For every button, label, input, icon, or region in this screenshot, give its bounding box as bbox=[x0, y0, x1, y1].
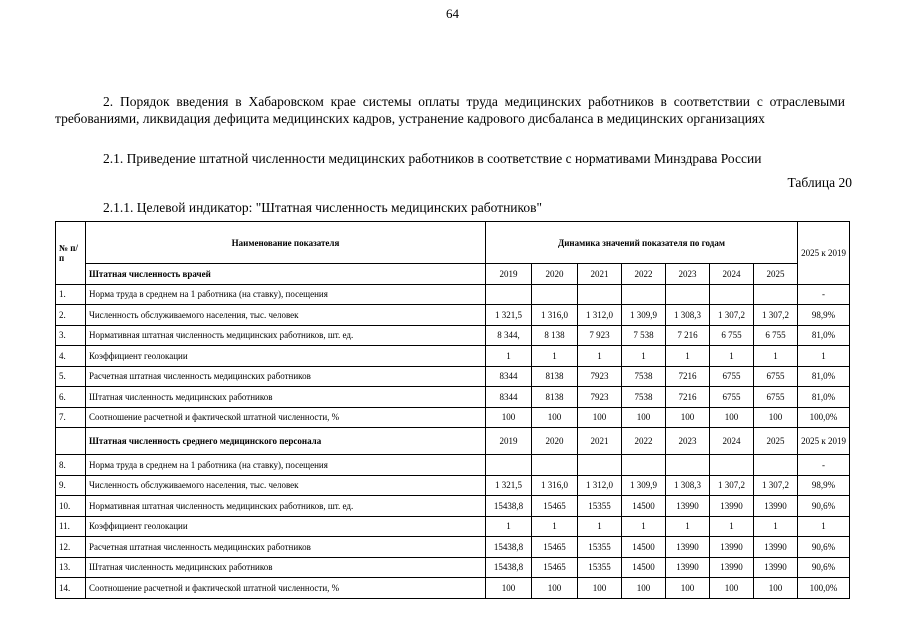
value-cell: 14500 bbox=[622, 557, 666, 578]
row-number: 9. bbox=[56, 475, 86, 496]
value-cell: 100 bbox=[666, 578, 710, 599]
value-cell: 13990 bbox=[710, 557, 754, 578]
year-header: 2024 bbox=[710, 264, 754, 285]
year-header: 2022 bbox=[622, 428, 666, 455]
row-name: Соотношение расчетной и фактической штатной численности, % bbox=[86, 578, 486, 599]
value-cell: 1 bbox=[532, 346, 578, 367]
value-cell: 14500 bbox=[622, 537, 666, 558]
section-title: Штатная численность среднего медицинского персонала bbox=[86, 428, 486, 455]
value-cell: 1 bbox=[666, 516, 710, 537]
value-cell: 7538 bbox=[622, 387, 666, 408]
value-cell: 7216 bbox=[666, 387, 710, 408]
table-row bbox=[56, 366, 850, 387]
value-cell: 6 755 bbox=[710, 325, 754, 346]
year-header: 2019 bbox=[486, 264, 532, 285]
value-cell: 13990 bbox=[710, 496, 754, 517]
value-cell: 1 307,2 bbox=[754, 305, 798, 326]
row-number: 8. bbox=[56, 455, 86, 476]
year-header: 2022 bbox=[622, 264, 666, 285]
subsection-heading: 2.1. Приведение штатной численности медицинских работников в соответствие с нормативами Минздрава России bbox=[103, 151, 762, 166]
year-header: 2019 bbox=[486, 428, 532, 455]
value-cell: 13990 bbox=[754, 557, 798, 578]
section2-body bbox=[56, 455, 850, 599]
value-cell: 8138 bbox=[532, 387, 578, 408]
table-row bbox=[56, 557, 850, 578]
row-number: 4. bbox=[56, 346, 86, 367]
ratio-cell: 100,0% bbox=[798, 578, 850, 599]
section-header-row bbox=[56, 264, 850, 285]
value-cell: 15355 bbox=[578, 496, 622, 517]
value-cell: 13990 bbox=[666, 496, 710, 517]
value-cell: 1 316,0 bbox=[532, 475, 578, 496]
value-cell: 100 bbox=[754, 407, 798, 428]
table-row bbox=[56, 578, 850, 599]
value-cell: 7 216 bbox=[666, 325, 710, 346]
value-cell: 1 bbox=[754, 516, 798, 537]
value-cell: 15465 bbox=[532, 557, 578, 578]
ratio-cell: 1 bbox=[798, 516, 850, 537]
value-cell: 14500 bbox=[622, 496, 666, 517]
value-cell: 1 bbox=[622, 346, 666, 367]
value-cell: 1 316,0 bbox=[532, 305, 578, 326]
column-header-number: № п/п bbox=[56, 222, 86, 285]
staffing-table bbox=[55, 221, 850, 599]
value-cell: 15465 bbox=[532, 496, 578, 517]
column-header-ratio: 2025 к 2019 bbox=[798, 222, 850, 285]
value-cell: 7216 bbox=[666, 366, 710, 387]
value-cell: 100 bbox=[710, 578, 754, 599]
row-name: Штатная численность медицинских работников bbox=[86, 557, 486, 578]
row-name: Норма труда в среднем на 1 работника (на ставку), посещения bbox=[86, 284, 486, 305]
year-header: 2021 bbox=[578, 428, 622, 455]
row-number: 2. bbox=[56, 305, 86, 326]
value-cell: 15355 bbox=[578, 557, 622, 578]
row-name: Численность обслуживаемого населения, тыс. человек bbox=[86, 475, 486, 496]
section-header-row bbox=[56, 428, 850, 455]
row-number: 1. bbox=[56, 284, 86, 305]
value-cell: 6 755 bbox=[754, 325, 798, 346]
ratio-cell: 90,6% bbox=[798, 496, 850, 517]
ratio-cell: - bbox=[798, 455, 850, 476]
value-cell bbox=[622, 455, 666, 476]
table-row bbox=[56, 325, 850, 346]
value-cell bbox=[486, 284, 532, 305]
value-cell: 1 bbox=[486, 516, 532, 537]
value-cell: 100 bbox=[622, 407, 666, 428]
ratio-cell: 90,6% bbox=[798, 557, 850, 578]
target-indicator: 2.1.1. Целевой индикатор: "Штатная численность медицинских работников" bbox=[103, 200, 543, 215]
section1-body bbox=[56, 284, 850, 428]
page-number: 64 bbox=[446, 6, 459, 21]
row-name: Нормативная штатная численность медицинских работников, шт. ед. bbox=[86, 325, 486, 346]
value-cell: 13990 bbox=[666, 557, 710, 578]
row-number: 12. bbox=[56, 537, 86, 558]
value-cell: 7 923 bbox=[578, 325, 622, 346]
value-cell: 15438,8 bbox=[486, 557, 532, 578]
value-cell bbox=[578, 455, 622, 476]
year-header: 2023 bbox=[666, 264, 710, 285]
value-cell bbox=[666, 455, 710, 476]
value-cell: 8 138 bbox=[532, 325, 578, 346]
table-row bbox=[56, 516, 850, 537]
column-header-dynamics: Динамика значений показателя по годам bbox=[486, 222, 798, 264]
value-cell: 1 307,2 bbox=[710, 475, 754, 496]
value-cell: 1 bbox=[578, 346, 622, 367]
value-cell: 100 bbox=[622, 578, 666, 599]
row-name: Штатная численность медицинских работников bbox=[86, 387, 486, 408]
value-cell bbox=[622, 284, 666, 305]
value-cell: 1 bbox=[578, 516, 622, 537]
year-header: 2025 bbox=[754, 428, 798, 455]
row-name: Коэффициент геолокации bbox=[86, 346, 486, 367]
value-cell: 1 bbox=[532, 516, 578, 537]
row-number: 13. bbox=[56, 557, 86, 578]
year-header: 2023 bbox=[666, 428, 710, 455]
value-cell bbox=[486, 455, 532, 476]
row-name: Расчетная штатная численность медицинских работников bbox=[86, 537, 486, 558]
value-cell: 1 bbox=[622, 516, 666, 537]
value-cell: 100 bbox=[754, 578, 798, 599]
value-cell: 6755 bbox=[754, 387, 798, 408]
ratio-cell: 1 bbox=[798, 346, 850, 367]
value-cell: 100 bbox=[532, 407, 578, 428]
row-number: 14. bbox=[56, 578, 86, 599]
value-cell: 7 538 bbox=[622, 325, 666, 346]
value-cell: 100 bbox=[486, 578, 532, 599]
value-cell: 1 309,9 bbox=[622, 475, 666, 496]
row-number: 10. bbox=[56, 496, 86, 517]
row-name: Коэффициент геолокации bbox=[86, 516, 486, 537]
value-cell: 1 309,9 bbox=[622, 305, 666, 326]
value-cell bbox=[532, 284, 578, 305]
value-cell: 1 bbox=[710, 346, 754, 367]
value-cell: 1 308,3 bbox=[666, 305, 710, 326]
value-cell: 8344 bbox=[486, 387, 532, 408]
value-cell bbox=[754, 455, 798, 476]
section-heading: 2. Порядок введения в Хабаровском крае системы оплаты труда медицинских работников в соответствии с отраслевыми требованиями, ликвидация дефицита медицинских кадров, устранение кадрового дисбаланса в медицинских организациях bbox=[55, 94, 845, 126]
row-number: 5. bbox=[56, 366, 86, 387]
ratio-cell: 81,0% bbox=[798, 387, 850, 408]
value-cell bbox=[754, 284, 798, 305]
table-row bbox=[56, 455, 850, 476]
value-cell: 100 bbox=[710, 407, 754, 428]
table-row bbox=[56, 496, 850, 517]
ratio-cell: 90,6% bbox=[798, 537, 850, 558]
value-cell: 8344 bbox=[486, 366, 532, 387]
ratio-cell: - bbox=[798, 284, 850, 305]
table-caption: Таблица 20 bbox=[787, 175, 852, 190]
value-cell: 1 307,2 bbox=[710, 305, 754, 326]
year-header: 2021 bbox=[578, 264, 622, 285]
value-cell: 100 bbox=[486, 407, 532, 428]
ratio-cell: 98,9% bbox=[798, 305, 850, 326]
table-row bbox=[56, 407, 850, 428]
section2-header bbox=[56, 428, 850, 455]
value-cell: 15438,8 bbox=[486, 496, 532, 517]
value-cell bbox=[532, 455, 578, 476]
column-header-name: Наименование показателя bbox=[86, 222, 486, 264]
value-cell: 6755 bbox=[710, 387, 754, 408]
row-number: 11. bbox=[56, 516, 86, 537]
table-row bbox=[56, 284, 850, 305]
value-cell: 100 bbox=[578, 578, 622, 599]
row-number: 3. bbox=[56, 325, 86, 346]
table-row bbox=[56, 346, 850, 367]
value-cell bbox=[710, 284, 754, 305]
row-name: Нормативная штатная численность медицинских работников, шт. ед. bbox=[86, 496, 486, 517]
value-cell: 8138 bbox=[532, 366, 578, 387]
table-row bbox=[56, 537, 850, 558]
row-number: 7. bbox=[56, 407, 86, 428]
row-number: 6. bbox=[56, 387, 86, 408]
row-name: Численность обслуживаемого населения, тыс. человек bbox=[86, 305, 486, 326]
value-cell: 1 321,5 bbox=[486, 305, 532, 326]
value-cell: 7538 bbox=[622, 366, 666, 387]
value-cell: 1 bbox=[754, 346, 798, 367]
value-cell: 1 312,0 bbox=[578, 475, 622, 496]
ratio-cell: 81,0% bbox=[798, 366, 850, 387]
ratio-cell: 81,0% bbox=[798, 325, 850, 346]
value-cell: 100 bbox=[578, 407, 622, 428]
value-cell: 1 bbox=[710, 516, 754, 537]
value-cell: 6755 bbox=[710, 366, 754, 387]
value-cell: 1 307,2 bbox=[754, 475, 798, 496]
value-cell: 100 bbox=[666, 407, 710, 428]
year-header: 2020 bbox=[532, 264, 578, 285]
value-cell bbox=[710, 455, 754, 476]
value-cell: 13990 bbox=[754, 537, 798, 558]
value-cell: 6755 bbox=[754, 366, 798, 387]
value-cell: 13990 bbox=[754, 496, 798, 517]
value-cell: 1 321,5 bbox=[486, 475, 532, 496]
value-cell bbox=[666, 284, 710, 305]
value-cell: 7923 bbox=[578, 387, 622, 408]
ratio-cell: 98,9% bbox=[798, 475, 850, 496]
section-title: Штатная численность врачей bbox=[86, 264, 486, 285]
value-cell: 1 312,0 bbox=[578, 305, 622, 326]
value-cell: 1 308,3 bbox=[666, 475, 710, 496]
table-row bbox=[56, 305, 850, 326]
value-cell: 13990 bbox=[666, 537, 710, 558]
table-row bbox=[56, 387, 850, 408]
row-name: Норма труда в среднем на 1 работника (на ставку), посещения bbox=[86, 455, 486, 476]
value-cell: 15438,8 bbox=[486, 537, 532, 558]
ratio-cell: 100,0% bbox=[798, 407, 850, 428]
row-name: Расчетная штатная численность медицинских работников bbox=[86, 366, 486, 387]
value-cell: 15355 bbox=[578, 537, 622, 558]
empty-cell bbox=[56, 428, 86, 455]
value-cell: 15465 bbox=[532, 537, 578, 558]
row-name: Соотношение расчетной и фактической штатной численности, % bbox=[86, 407, 486, 428]
value-cell: 1 bbox=[666, 346, 710, 367]
value-cell: 100 bbox=[532, 578, 578, 599]
value-cell: 1 bbox=[486, 346, 532, 367]
table-row bbox=[56, 475, 850, 496]
table-header-row bbox=[56, 222, 850, 264]
value-cell: 13990 bbox=[710, 537, 754, 558]
value-cell bbox=[578, 284, 622, 305]
year-header: 2024 bbox=[710, 428, 754, 455]
value-cell: 7923 bbox=[578, 366, 622, 387]
value-cell: 8 344, bbox=[486, 325, 532, 346]
year-header: 2025 bbox=[754, 264, 798, 285]
year-header: 2020 bbox=[532, 428, 578, 455]
ratio-header: 2025 к 2019 bbox=[798, 428, 850, 455]
